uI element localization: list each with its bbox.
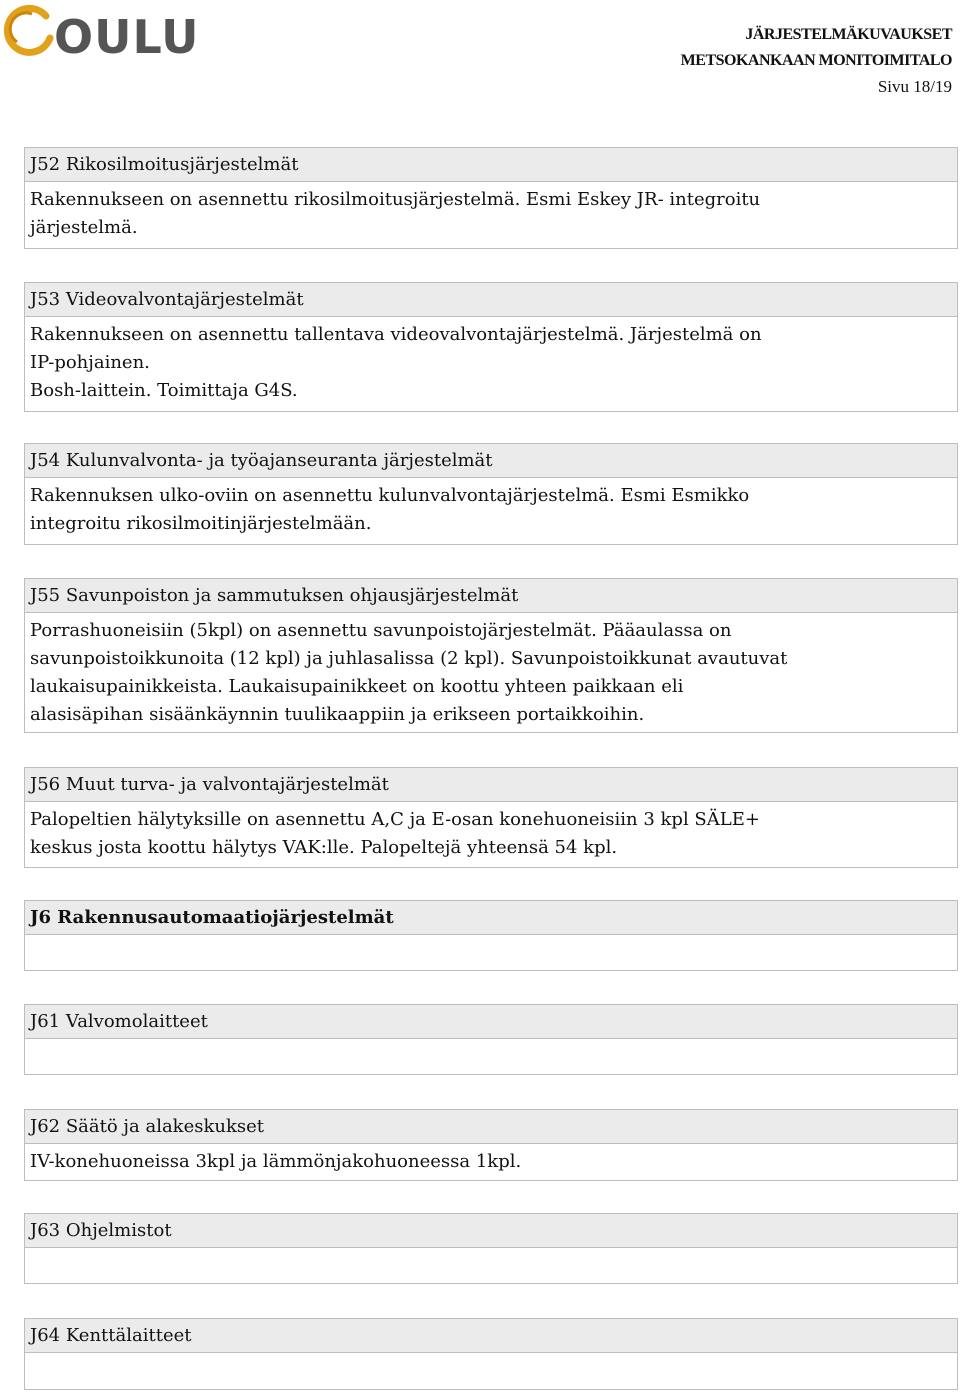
section-body [24, 478, 958, 545]
body-line: Rakennukseen on asennettu rikosilmoitusjärjestelmä. Esmi Eskey JR- integroitu [30, 189, 761, 210]
section-j61 [24, 1004, 958, 1075]
section-body-empty [24, 1039, 958, 1075]
section-j6 [24, 900, 958, 971]
section-j55 [24, 578, 958, 733]
section-title: J63 Ohjelmistot [24, 1213, 958, 1248]
body-line: keskus josta koottu hälytys VAK:lle. Palopeltejä yhteensä 54 kpl. [30, 837, 618, 858]
section-body-empty [24, 1248, 958, 1284]
section-j64 [24, 1318, 958, 1390]
section-j62 [24, 1109, 958, 1181]
body-line: Palopeltien hälytyksille on asennettu A,C ja E-osan konehuoneisiin 3 kpl SÄLE+ [30, 809, 760, 830]
body-line: integroitu rikosilmoitinjärjestelmään. [30, 513, 372, 534]
body-line: laukaisupainikkeista. Laukaisupainikkeet on koottu yhteen paikkaan eli [30, 676, 684, 697]
body-line: alasisäpihan sisäänkäynnin tuulikaappiin ja erikseen portaikkoihin. [30, 704, 645, 725]
section-title: J54 Kulunvalvonta- ja työajanseuranta järjestelmät [24, 443, 958, 478]
section-title: J61 Valvomolaitteet [24, 1004, 958, 1039]
section-title: J52 Rikosilmoitusjärjestelmät [24, 147, 958, 182]
page-header [681, 22, 952, 100]
section-body-empty [24, 935, 958, 971]
section-j52 [24, 147, 958, 249]
section-body [24, 1144, 958, 1181]
body-line: IV-konehuoneissa 3kpl ja lämmönjakohuoneessa 1kpl. [30, 1151, 522, 1172]
section-title: J55 Savunpoiston ja sammutuksen ohjausjärjestelmät [24, 578, 958, 613]
body-line: IP-pohjainen. [30, 352, 150, 373]
section-title: J62 Säätö ja alakeskukset [24, 1109, 958, 1144]
section-j53 [24, 282, 958, 412]
body-line: Bosh-laittein. Toimittaja G4S. [30, 380, 298, 401]
header-subtitle: METSOKANKAAN MONITOIMITALO [680, 52, 952, 69]
section-title: J56 Muut turva- ja valvontajärjestelmät [24, 767, 958, 802]
logo-text: OULU [54, 10, 200, 64]
body-line: Porrashuoneisiin (5kpl) on asennettu savunpoistojärjestelmät. Pääaulassa on [30, 620, 732, 641]
section-body [24, 802, 958, 868]
section-body-empty [24, 1353, 958, 1390]
section-title: J6 Rakennusautomaatiojärjestelmät [24, 900, 958, 935]
section-body [24, 613, 958, 733]
section-title: J64 Kenttälaitteet [24, 1318, 958, 1353]
body-line: Rakennuksen ulko-oviin on asennettu kulunvalvontajärjestelmä. Esmi Esmikko [30, 485, 750, 506]
section-body [24, 317, 958, 412]
body-line: järjestelmä. [30, 217, 138, 238]
oulu-logo [2, 2, 200, 64]
section-title: J53 Videovalvontajärjestelmät [24, 282, 958, 317]
header-title: JÄRJESTELMÄKUVAUKSET [745, 26, 952, 43]
body-line: Rakennukseen on asennettu tallentava videovalvontajärjestelmä. Järjestelmä on [30, 324, 762, 345]
page-number: Sivu 18/19 [877, 77, 952, 96]
section-j63 [24, 1213, 958, 1284]
body-line: savunpoistoikkunoita (12 kpl) ja juhlasalissa (2 kpl). Savunpoistoikkunat avautuvat [30, 648, 788, 669]
section-j56 [24, 767, 958, 868]
section-body [24, 182, 958, 249]
section-j54 [24, 443, 958, 545]
